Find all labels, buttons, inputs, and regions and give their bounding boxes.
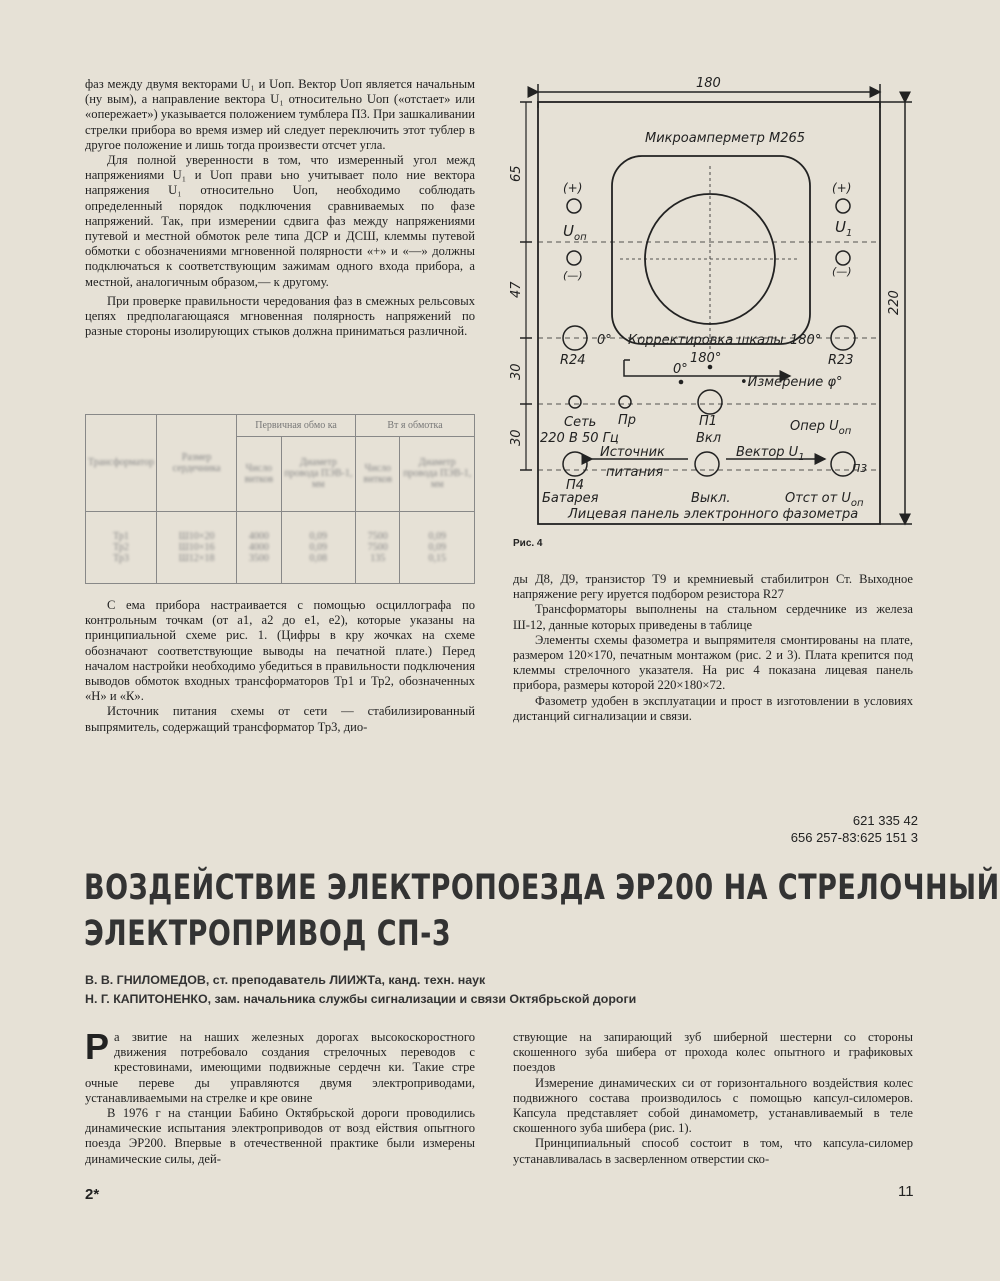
table-header-core: Размер сердечника [157,415,237,512]
udc-code-2: 656 257-83:625 151 3 [790,830,918,845]
paragraph: Фазометр удобен в эксплуатации и прост в изготовлении в условиях дистанций сигнализации и связи. [513,693,913,723]
paragraph: При проверке правильности чередования фаз в смежных рельсовых цепях предполагающаяся мгновенная полярность напряжений по разные стороны изолирующих стыков должна приниматься различной. [85,293,475,339]
label-otst: Отст от $U_{оп}$ [785,491,864,509]
table-header-wire1: Диаметр провода ПЭВ-1, мм [281,437,355,511]
paragraph: Элементы схемы фазометра и выпрямителя смонтированы на плате, размером 120×170, печатным монтажом (рис. 2 и 3). Плата крепится под клеммы стрелочного указателя. На рис 4 показана лицевая панель прибора, размеры которой 220×180×72. [513,632,913,693]
drop-cap: Р [85,1026,110,1067]
panel-outline [538,102,880,524]
table-header-trans: Трансформатор [86,415,157,512]
label-220v: 220 В 50 Гц [540,431,619,446]
table-header-wire2: Диаметр провода ПЭВ-1, мм [400,437,475,511]
fuse-pr [619,396,631,408]
table-cell: 0,15 [428,552,446,564]
label-plus-right: (+) [832,181,852,195]
label-pr: Пр [618,413,637,428]
terminal-u1-plus [836,199,850,213]
label-p1: П1 [699,414,718,429]
table-cell: Тр1 [113,530,129,542]
author-1: В. В. ГНИЛОМЕДОВ, ст. преподаватель ЛИИЖТа, канд. техн. наук [85,973,486,987]
right-column-top [513,572,913,724]
label-oper: Опер $U_{оп}$ [790,419,852,437]
label-set: Сеть [564,415,597,430]
paragraph: В 1976 г на станции Бабино Октябрьской дороги проводились динамические испытания электроприводов от возд ействия опытного поезда ЭР200. Впервые в отечественной практике были измерены динамические силы, дей- [85,1106,475,1166]
label-vkl: Вкл [696,431,722,446]
table-header-primary: Первичная обмо ка [237,415,356,437]
table-cell: 0,08 [309,552,328,564]
switch-p4 [563,452,587,476]
paragraph: Трансформаторы выполнены на стальном сердечнике из железа Ш-12, данные которых приведены в таблице [513,602,913,632]
paragraph: Для полной уверенности в том, что измеренный угол межд напряжениями U₁ и Uоп прави ьно учитывает поло ние вектора напряжения U₁ относительно Uоп, необходимо соблюдать определенный порядок подключения сравниваемых по фазе напряжений. Так, при измерении сдвига фаз между напряжениями путевой и местной обмоток реле типа ДСР и ДСШ, клеммы путевой обмотки с обозначениями мгновенной полярности «+» и «—» должны подключаться к соответствующим зажимам одного входа прибора, а местной, аналогичным образом,— к другому. [85,153,475,289]
label-30b: 30 [509,429,524,446]
paragraph: Источник питания схемы от сети — стабилизированный выпрямитель, содержащий трансформатор Тр3, дио- [85,704,475,734]
figure-caption: Рис. 4 [513,538,543,549]
table-cell: Тр3 [113,552,129,564]
paragraph: С ема прибора настраивается с помощью осциллографа по контрольным точкам (от a1, a2 до e1, e2), которые указаны на принципиальной схеме рис. 1. (Цифры в кру жочках на схеме обозначают соответствующие выводы на печатной плате.) Перед началом настройки необходимо убедиться в правильности подключения выводов обмоток входных трансформаторов Тр1 и Тр2, обозначенных «Н» и «К». [85,598,475,704]
paragraph: ды Д8, Д9, транзистор Т9 и кремниевый стабилитрон Ст. Выходное напряжение регу ируется подбором резистора R27 [513,572,913,602]
label-source1: Источник [600,445,665,460]
label-uop: $U_{оп}$ [563,222,587,243]
label-u1: $U_1$ [835,218,853,239]
label-battery: Батарея [542,491,599,506]
terminal-u1-minus [836,251,850,265]
table-cell: 4000 [248,541,269,553]
paragraph: Измерение динамических си от горизонтального воздействия колес подвижного состава производилось с помощью капсул-силомеров. Капсула представляет собой динамометр, устанавливаемый в теле скошенного зуба шибера (рис. 1). [513,1075,913,1136]
table-cell: 0,09 [428,541,446,553]
folio-right: 11 [898,1183,914,1200]
paragraph: Принципиальный способ состоит в том, что капсула-силомер устанавливалась в засверленном отверстии ско- [513,1136,913,1166]
terminal-uop-minus [567,251,581,265]
table-cell: 7500 [367,541,388,553]
article-title-line2: ЭЛЕКТРОПРИВОД СП-3 [84,914,452,955]
table-cell: Ш12×18 [178,552,215,564]
label-p3: П3 [852,462,868,475]
label-180-mid: 180° [690,351,722,366]
table-cell: 0,09 [309,530,328,542]
label-p4: П4 [566,478,585,493]
label-measure: •Измерение φ° [740,375,843,390]
article-left-column [85,1026,475,1167]
table-cell: Тр2 [113,541,129,553]
figure-4-panel-drawing [500,70,920,540]
author-2: Н. Г. КАПИТОНЕНКО, зам. начальника службы сигнализации и связи Октябрьской дороги [85,992,637,1006]
label-source2: питания [606,465,664,480]
socket-set [569,396,581,408]
label-220: 220 [887,290,902,315]
table-cell: 4000 [248,530,269,542]
transformer-table [85,414,475,584]
label-scale-corr: Корректировка шкалы [628,333,784,348]
article-right-column [513,1030,913,1167]
label-plus-left: (+) [563,181,583,195]
label-vector: Вектор $U_1$ [736,445,805,463]
table-cell: 135 [370,552,386,564]
paragraph: фаз между двумя векторами U₁ и Uоп. Вектор Uоп является начальным (ну вым), а направление вектора U₁ относительно Uоп («отстает» или «опережает») указывается положением тумблера П3. При зашкаливании стрелки прибора во время измер ий следует переключить этот тублер в другое положение и лишь тогда произвести отсчет угла. [85,77,475,152]
table-cell: 0,09 [309,541,328,553]
article-title-line1: ВОЗДЕЙСТВИЕ ЭЛЕКТРОПОЕЗДА ЭР200 НА СТРЕЛОЧНЫЙ [84,868,1000,909]
paragraph: ствующие на запирающий зуб шиберной шестерни со стороны скошенного зуба шибера от прохода колес опытного и графиковых поездов [513,1030,913,1075]
label-minus-left: (—) [563,269,583,282]
label-180-right: 180° [790,333,822,348]
table-header-turns2: Число витков [356,437,400,511]
table-body [86,511,475,583]
meter-outline [612,156,810,344]
left-column-bottom [85,598,475,735]
switch-p1 [698,390,722,414]
table-cell: Ш10×20 [178,530,215,542]
table-cell: 7500 [367,530,388,542]
label-30a: 30 [509,363,524,380]
left-column-top [85,77,475,339]
label-meter: Микроамперметр М265 [645,131,806,146]
label-r23: R23 [828,353,854,368]
label-0-mid: 0° [673,362,688,377]
label-vykl: Выкл. [691,491,731,506]
table-header-secondary: Вт я обмотка [356,415,475,437]
label-panel-caption: Лицевая панель электронного фазометра [568,507,859,522]
label-zero-left: 0° [597,333,612,348]
label-r24: R24 [560,353,586,368]
label-65: 65 [509,165,524,182]
switch-p1-lower [695,452,719,476]
table-cell: Ш10×16 [178,541,215,553]
udc-code-1: 621 335 42 [852,813,918,828]
label-180: 180 [696,76,721,91]
label-minus-right: (—) [832,265,852,278]
table-cell: 0,09 [428,530,446,542]
paragraph: Ра звитие на наших железных дорогах высокоскоростного движения потребовало создания стрелочных переводов с крестовинами, имеющими подвижные сердечн ки. Такие стре очные переве ды управляются двумя электроприводами, устанавливаемыми на стрелке и кре овине [85,1026,475,1105]
terminal-uop-plus [567,199,581,213]
label-47: 47 [509,281,524,298]
knob-r23 [831,326,855,350]
folio-left: 2* [85,1186,100,1203]
table-header-turns1: Число витков [237,437,281,511]
table-cell: 3500 [248,552,269,564]
